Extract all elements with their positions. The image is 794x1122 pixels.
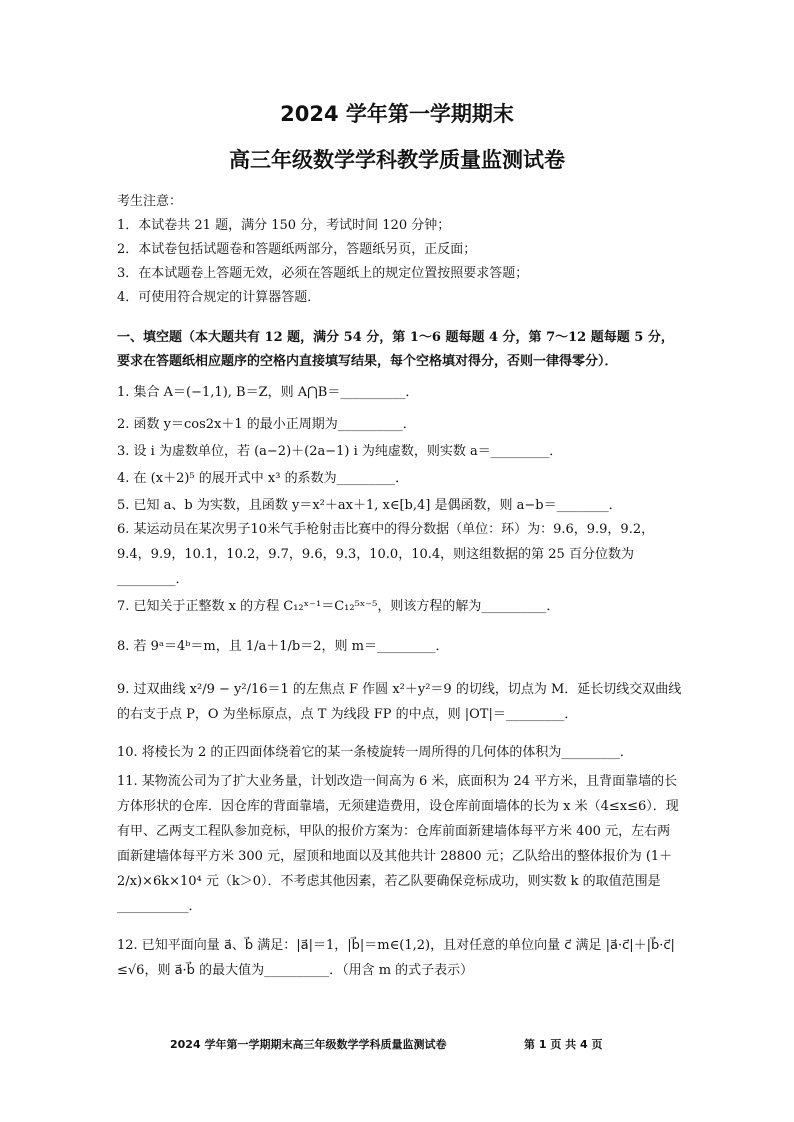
exam-title-line2: 高三年级数学学科教学质量监测试卷 [229, 148, 565, 172]
question-6: 6. 某运动员在某次男子10米气手枪射击比赛中的得分数据（单位：环）为：9.6，9.9，9.2，9.4，9.9，10.1，10.2，9.7，9.6，9.3，10.0，10.4，则这组数据的第 25 百分位数为_________． [117, 522, 655, 587]
section-description: （本大题共有 12 题，满分 54 分，第 1～6 题每题 4 分，第 7～12 题每题 5 分，要求在答题纸相应题序的空格内直接填写结果，每个空格填对得分，否则一律得零分）． [117, 330, 674, 369]
question-7: 7. 已知关于正整数 x 的方程 C₁₂ˣ⁻¹＝C₁₂⁵ˣ⁻⁵，则该方程的解为__________． [117, 599, 560, 614]
question-10: 10. 将棱长为 2 的正四面体绕着它的某一条棱旋转一周所得的几何体的体积为_________． [117, 745, 633, 760]
section-heading: 一、填空题 [117, 330, 183, 345]
candidate-notice [117, 190, 687, 310]
question-9: 9. 过双曲线 x²/9 − y²/16＝1 的左焦点 F 作圆 x²＋y²＝9 的切线，切点为 M．延长切线交双曲线的右支于点 P，O 为坐标原点，点 T 为线段 FP 的中点，则 |OT|＝_________． [117, 682, 682, 722]
question-2: 2. 函数 y＝cos2x＋1 的最小正周期为__________． [117, 417, 416, 432]
question-3: 3. 设 i 为虚数单位，若 (a−2)＋(2a−1) i 为纯虚数，则实数 a＝_________． [117, 444, 563, 459]
question-8: 8. 若 9ᵃ＝4ᵇ＝m，且 1/a＋1/b＝2，则 m＝_________． [117, 639, 449, 654]
question-4: 4. 在 (x＋2)⁵ 的展开式中 x³ 的系数为_________． [117, 471, 409, 486]
question-1: 1. 集合 A＝(−1,1), B＝Z，则 A⋂B＝__________． [117, 385, 419, 400]
question-5: 5. 已知 a、b 为实数，且函数 y＝x²＋ax＋1, x∈[b,4] 是偶函数，则 a−b＝________． [117, 498, 622, 513]
notice-item: 1．本试卷共 21 题，满分 150 分，考试时间 120 分钟； [117, 218, 451, 233]
exam-title-line1: 2024 学年第一学期期末 [280, 102, 514, 126]
question-12: 12. 已知平面向量 a⃗、b⃗ 满足：|a⃗|＝1，|b⃗|＝m∈(1,2)，且对任意的单位向量 c⃗ 满足 |a⃗·c⃗|＋|b⃗·c⃗|≤√6，则 a⃗·b⃗ 的最大值为__________．（用含 m 的式子表示） [117, 938, 675, 978]
footer-title: 2024 学年第一学期期末高三年级数学学科质量监测试卷 [170, 1038, 447, 1051]
notice-item: 2．本试卷包括试题卷和答题纸两部分，答题纸另页，正反面； [117, 242, 477, 257]
question-11: 11. 某物流公司为了扩大业务量，计划改造一间高为 6 米，底面积为 24 平方米，且背面靠墙的长方体形状的仓库．因仓库的背面靠墙，无须建造费用，设仓库前面墙体的长为 x 米（4≤x≤6）．现有甲、乙两支工程队参加竞标，甲队的报价方案为：仓库前面新建墙体每平方米 400 元，左右两面新建墙体每平方米 300 元，屋顶和地面以及其他共计 28800 元；乙队给出的整体报价为 (1＋2/x)×6k×10⁴ 元（k＞0）．不考虑其他因素，若乙队要确保竞标成功，则实数 k 的取值范围是___________． [117, 774, 679, 914]
notice-heading: 考生注意： [117, 194, 183, 209]
footer-page-number: 第 1 页 共 4 页 [524, 1038, 603, 1051]
notice-item: 4．可使用符合规定的计算器答题． [117, 290, 321, 305]
section-header [117, 326, 682, 374]
notice-item: 3．在本试题卷上答题无效，必须在答题纸上的规定位置按照要求答题； [117, 266, 529, 281]
